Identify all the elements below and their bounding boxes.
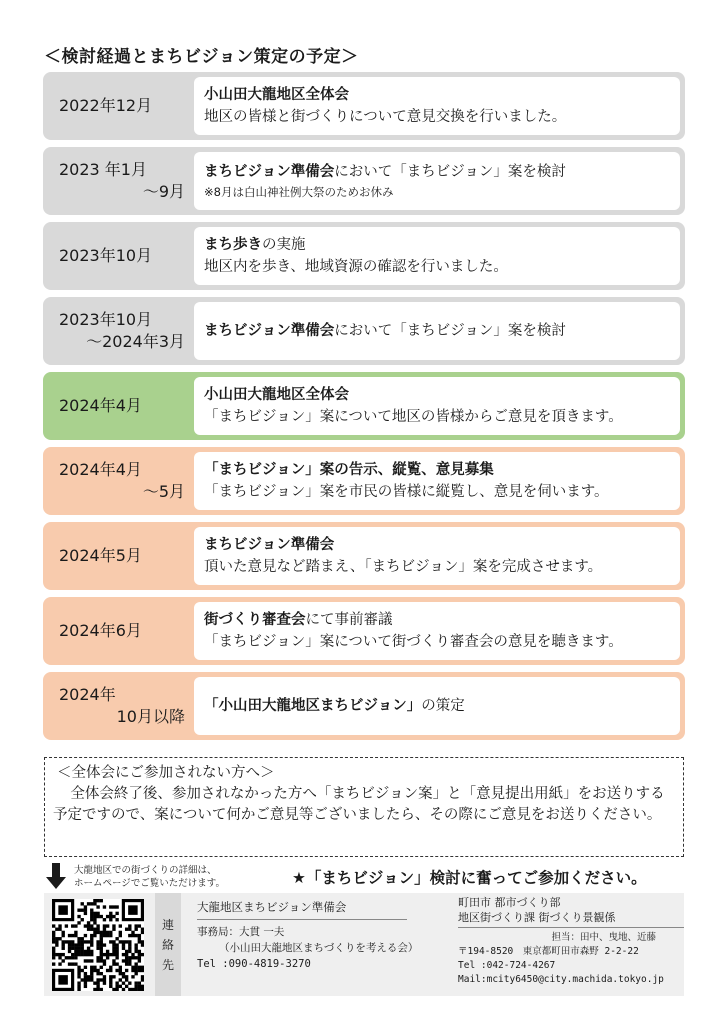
- timeline-date-line2: ～2024年3月: [86, 332, 185, 351]
- city-dept: 町田市 都市づくり部: [458, 896, 561, 909]
- city-staff: 担当：田中、曳地、近藤: [551, 932, 656, 943]
- timeline-content: [194, 452, 680, 510]
- office-name: 事務局：大貫 一夫: [197, 926, 285, 938]
- contact-association: [197, 899, 447, 972]
- timeline-date-line2: ～9月: [142, 182, 185, 201]
- contact-label-char: 連: [161, 917, 174, 932]
- timeline-content: [194, 527, 680, 585]
- timeline-date-line1: 2024年4月: [59, 396, 142, 415]
- timeline-event-title: まちビジョン準備会: [204, 164, 335, 180]
- timeline-event-title: 小山田大龍地区全体会: [204, 387, 349, 403]
- timeline-event-title: 小山田大龍地区全体会: [204, 87, 349, 103]
- slogan: ★「まちビジョン」検討に奮ってご参加ください。: [292, 869, 647, 887]
- timeline-event-title-rest: において「まちビジョン」案を検討: [334, 164, 566, 180]
- timeline-date: [55, 222, 193, 290]
- timeline-event-title: まちビジョン準備会: [204, 323, 335, 339]
- timeline-event-title: 「まちビジョン」案の告示、縦覧、意見募集: [204, 462, 494, 478]
- timeline-row: [43, 522, 685, 590]
- timeline-date-line2: 10月以降: [116, 707, 185, 726]
- timeline-event-title: まちビジョン準備会: [204, 537, 335, 553]
- timeline-date-line1: 2024年4月: [59, 460, 142, 479]
- timeline-date-line1: 2024年6月: [59, 621, 142, 640]
- city-mail[interactable]: Mail:mcity6450@city.machida.tokyo.jp: [458, 974, 664, 985]
- timeline-date-line1: 2023年10月: [59, 246, 153, 265]
- timeline-row: [43, 222, 685, 290]
- homepage-note-line2: ホームページでご覧いただけます。: [74, 878, 226, 889]
- timeline-date: [55, 597, 193, 665]
- timeline-event-desc: 地区内を歩き、地域資源の確認を行いました。: [204, 259, 508, 275]
- timeline-date: [55, 372, 193, 440]
- timeline-row: [43, 372, 685, 440]
- city-division: 地区街づくり課 街づくり景観係: [458, 910, 684, 928]
- timeline-content: [194, 677, 680, 735]
- association-tel: Tel :090-4819-3270: [197, 958, 311, 970]
- city-tel: Tel :042-724-4267: [458, 960, 556, 971]
- timeline-event-title-rest: において「まちビジョン」案を検討: [334, 323, 566, 339]
- timeline-date: [55, 147, 193, 215]
- contact-label-char: 先: [161, 957, 174, 972]
- timeline-row: [43, 72, 685, 140]
- timeline-row: [43, 147, 685, 215]
- contact-label: [155, 893, 181, 996]
- timeline-event-title-rest: の実施: [262, 237, 306, 253]
- down-arrow-icon: [46, 863, 66, 891]
- timeline-date: [55, 447, 193, 515]
- timeline-event-desc: 「まちビジョン」案について地区の皆様からご意見を頂きます。: [204, 409, 623, 425]
- timeline-content: [194, 377, 680, 435]
- timeline-event-title-rest: の策定: [421, 698, 465, 714]
- page-heading: ＜検討経過とまちビジョン策定の予定＞: [44, 47, 359, 67]
- qr-code[interactable]: [52, 899, 144, 991]
- homepage-note: [46, 860, 225, 894]
- timeline: [43, 72, 685, 747]
- timeline-row: [43, 297, 685, 365]
- timeline-event-desc: 「まちビジョン」案を市民の皆様に縦覧し、意見を伺います。: [204, 484, 609, 500]
- notice-box: [44, 757, 684, 857]
- timeline-date: [55, 297, 193, 365]
- city-address: 〒194-8520 東京都町田市森野 2-2-22: [458, 946, 639, 957]
- timeline-row: [43, 672, 685, 740]
- timeline-date-line1: 2023 年1月: [59, 160, 147, 179]
- timeline-event-title: まち歩き: [204, 237, 262, 253]
- timeline-row: [43, 447, 685, 515]
- timeline-event-title: 街づくり審査会: [204, 612, 306, 628]
- timeline-date: [55, 522, 193, 590]
- timeline-event-title-rest: にて事前審議: [305, 612, 393, 628]
- timeline-content: [194, 77, 680, 135]
- timeline-row: [43, 597, 685, 665]
- timeline-event-desc: 頂いた意見など踏まえ、「まちビジョン」案を完成させます。: [204, 559, 603, 575]
- notice-title: ＜全体会にご参加されない方へ＞: [57, 765, 275, 781]
- association-name: 大龍地区まちビジョン準備会: [197, 899, 407, 920]
- timeline-date: [55, 672, 193, 740]
- timeline-date-line1: 2024年: [59, 685, 116, 704]
- contact-panel: [44, 893, 684, 996]
- timeline-date-line1: 2022年12月: [59, 96, 153, 115]
- timeline-content: [194, 602, 680, 660]
- timeline-date: [55, 72, 193, 140]
- timeline-date-line1: 2023年10月: [59, 310, 153, 329]
- timeline-content: [194, 302, 680, 360]
- timeline-event-title: 「小山田大龍地区まちビジョン」: [204, 698, 422, 714]
- timeline-event-note: ※8月は白山神社例大祭のためお休み: [204, 185, 394, 199]
- timeline-event-desc: 地区の皆様と街づくりについて意見交換を行いました。: [204, 109, 567, 125]
- timeline-content: [194, 227, 680, 285]
- notice-body: 全体会終了後、参加されなかった方へ「まちビジョン案」と「意見提出用紙」をお送りする予定ですので、案について何かご意見等ございましたら、その際にご意見をお送りください。: [53, 786, 665, 823]
- timeline-content: [194, 152, 680, 210]
- contact-label-char: 絡: [161, 937, 174, 952]
- timeline-event-desc: 「まちビジョン」案について街づくり審査会の意見を聴きます。: [204, 634, 623, 650]
- homepage-note-line1: 大龍地区での街づくりの詳細は、: [74, 865, 217, 876]
- office-sub: （小山田大龍地区まちづくりを考える会）: [219, 942, 419, 954]
- timeline-date-line1: 2024年5月: [59, 546, 142, 565]
- contact-city: [458, 895, 684, 987]
- timeline-date-line2: ～5月: [142, 482, 185, 501]
